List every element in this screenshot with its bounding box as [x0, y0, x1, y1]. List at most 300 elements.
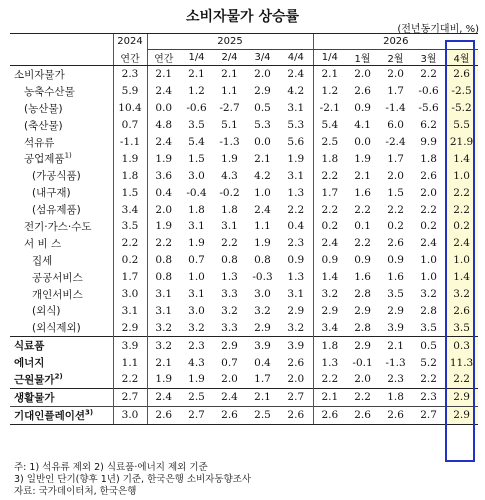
- value-cell: 1.2: [188, 85, 205, 98]
- value-cell: 2.2: [313, 167, 346, 184]
- value-cell: -2.5: [445, 83, 478, 100]
- value-cell: 3.1: [188, 220, 205, 233]
- value-cell: 2.5: [180, 388, 213, 406]
- value-cell: 2.6: [147, 406, 180, 424]
- value-cell: 3.0: [113, 406, 147, 424]
- year-header-row: [10, 34, 478, 50]
- value-cell: 3.1: [147, 286, 180, 303]
- row-label: [10, 150, 113, 167]
- value-cell: 1.5: [387, 186, 404, 199]
- value-cell: 2.4: [213, 388, 246, 406]
- value-cell: 0.9: [354, 254, 371, 267]
- value-cell: 2.4: [147, 83, 180, 100]
- value-cell: 2.9: [213, 337, 246, 354]
- value-cell: 1.8: [313, 150, 346, 167]
- value-cell: 5.6: [287, 136, 305, 148]
- period-header: 연간: [147, 50, 180, 66]
- value-cell: 2.4: [420, 237, 437, 250]
- value-cell: 2.6: [387, 237, 404, 250]
- value-cell: 2.7: [279, 388, 313, 406]
- value-cell: 1.3: [221, 271, 238, 284]
- value-cell: 5.4: [188, 136, 205, 148]
- value-cell: 0.5: [254, 102, 271, 115]
- row-label: [10, 83, 113, 100]
- row-label-text: (외식제외): [32, 322, 81, 335]
- table-row: [10, 218, 478, 235]
- value-cell: 3.1: [188, 288, 205, 301]
- value-cell: 1.8: [188, 203, 205, 216]
- value-cell: 2.2: [113, 235, 147, 252]
- value-cell: 3.0: [188, 169, 205, 182]
- value-cell: 2.4: [254, 203, 271, 216]
- row-label-text: 전기·가스·수도: [24, 220, 92, 233]
- value-cell: 2.6: [346, 406, 379, 424]
- value-cell: 2.8: [354, 321, 371, 334]
- row-label-text: 공업제품: [24, 153, 65, 166]
- value-cell: 0.8: [147, 269, 180, 286]
- value-cell: 2.9: [387, 304, 404, 317]
- value-cell: 5.9: [113, 83, 147, 100]
- value-cell: 1.1: [113, 354, 147, 371]
- value-cell: 2.9: [113, 319, 147, 336]
- value-cell: 3.1: [287, 169, 305, 182]
- value-cell: 3.2: [287, 321, 305, 334]
- value-cell: 5.2: [420, 356, 437, 369]
- row-label-text: 서 비 스: [24, 237, 62, 250]
- value-cell: 2.0: [354, 68, 371, 81]
- value-cell: 11.3: [445, 354, 478, 371]
- value-cell: 1.0: [420, 254, 437, 267]
- value-cell: 2.4: [313, 235, 346, 252]
- row-label: [10, 337, 113, 354]
- value-cell: 2.2: [445, 201, 478, 218]
- value-cell: 0.2: [113, 252, 147, 269]
- value-cell: 1.7: [313, 184, 346, 201]
- value-cell: 3.6: [147, 167, 180, 184]
- value-cell: 2.2: [346, 388, 379, 406]
- table-row: [10, 302, 478, 319]
- value-cell: 2.2: [313, 201, 346, 218]
- value-cell: 0.4: [287, 220, 305, 233]
- value-cell: 3.0: [113, 286, 147, 303]
- value-cell: 21.9: [445, 134, 478, 151]
- period-header-row: [10, 50, 478, 66]
- value-cell: 2.6: [287, 356, 305, 369]
- period-header: 4/4: [279, 50, 313, 66]
- period-header: 연간: [113, 50, 147, 66]
- value-cell: 0.8: [254, 254, 271, 267]
- value-cell: 1.7: [387, 85, 404, 98]
- value-cell: 2.5: [246, 406, 279, 424]
- value-cell: 4.8: [147, 117, 180, 134]
- value-cell: 1.7: [254, 373, 271, 386]
- value-cell: 3.5: [113, 218, 147, 235]
- value-cell: 2.1: [313, 388, 346, 406]
- value-cell: 10.4: [113, 100, 147, 117]
- table-row: [10, 117, 478, 134]
- row-label: [10, 319, 113, 336]
- value-cell: 2.0: [354, 373, 371, 386]
- footnote-marker: 3): [85, 408, 94, 417]
- value-cell: 2.0: [387, 169, 404, 182]
- value-cell: 0.0: [147, 100, 180, 117]
- value-cell: 1.6: [354, 186, 371, 199]
- value-cell: 0.7: [221, 356, 238, 369]
- row-label-text: (가공식품): [32, 170, 81, 183]
- value-cell: 1.9: [147, 150, 180, 167]
- table-row: [10, 286, 478, 303]
- row-label-text: 기대인플레이션: [14, 409, 86, 422]
- footnote-marker: 1): [64, 151, 72, 160]
- value-cell: 3.1: [221, 220, 238, 233]
- value-cell: -1.1: [113, 134, 147, 151]
- value-cell: 1.4: [445, 269, 478, 286]
- table-row: [10, 235, 478, 252]
- value-cell: 0.4: [254, 356, 271, 369]
- row-label: [10, 354, 113, 371]
- value-cell: 2.1: [188, 68, 205, 81]
- footnote-marker: 2): [54, 372, 63, 381]
- value-cell: 2.0: [287, 373, 305, 386]
- value-cell: 1.9: [254, 237, 271, 250]
- row-label: [10, 252, 113, 269]
- value-cell: 5.1: [221, 119, 238, 132]
- value-cell: 2.6: [420, 169, 437, 182]
- value-cell: 4.3: [188, 356, 205, 369]
- row-label-text: 공공서비스: [32, 271, 83, 284]
- value-cell: -2.4: [385, 136, 406, 148]
- row-label-text: 소비자물가: [14, 68, 65, 81]
- value-cell: 2.1: [354, 169, 371, 182]
- table-row: [10, 134, 478, 151]
- value-cell: 1.5: [188, 152, 205, 165]
- value-cell: 5.4: [313, 117, 346, 134]
- value-cell: 0.7: [188, 254, 205, 267]
- value-cell: 1.0: [420, 271, 437, 284]
- value-cell: 1.9: [354, 152, 371, 165]
- value-cell: 3.9: [246, 337, 279, 354]
- value-cell: -1.3: [385, 356, 406, 369]
- value-cell: 1.8: [113, 167, 147, 184]
- value-cell: 3.1: [147, 302, 180, 319]
- row-label: [10, 286, 113, 303]
- value-cell: 2.8: [354, 288, 371, 301]
- value-cell: 3.0: [188, 304, 205, 317]
- value-cell: 1.3: [287, 271, 305, 284]
- value-cell: 6.2: [420, 119, 437, 132]
- value-cell: 1.0: [254, 186, 271, 199]
- value-cell: 1.0: [445, 252, 478, 269]
- row-label-text: 생활물가: [14, 391, 55, 404]
- value-cell: 3.5: [387, 288, 404, 301]
- row-label-text: (내구재): [32, 187, 71, 200]
- value-cell: 1.0: [445, 167, 478, 184]
- cpi-table: [10, 33, 478, 425]
- value-cell: 2.0: [147, 201, 180, 218]
- value-cell: 2.0: [221, 373, 238, 386]
- table-row: [10, 354, 478, 371]
- row-label: [10, 371, 113, 388]
- value-cell: 2.2: [445, 371, 478, 388]
- value-cell: 2.6: [445, 302, 478, 319]
- row-label-text: 집세: [32, 254, 53, 267]
- row-label-text: (섬유제품): [32, 204, 81, 217]
- row-label-text: (외식): [32, 305, 61, 318]
- value-cell: -0.6: [186, 102, 207, 115]
- value-cell: 3.9: [279, 337, 313, 354]
- value-cell: 2.6: [354, 85, 371, 98]
- value-cell: -5.2: [445, 100, 478, 117]
- value-cell: 2.2: [420, 203, 437, 216]
- value-cell: 1.1: [254, 220, 271, 233]
- value-cell: 2.1: [246, 388, 279, 406]
- value-cell: 5.3: [287, 119, 305, 132]
- row-label-text: 식료품: [14, 340, 45, 353]
- value-cell: -0.3: [252, 271, 273, 284]
- table-row: [10, 201, 478, 218]
- value-cell: 2.4: [147, 388, 180, 406]
- value-cell: -0.6: [418, 85, 439, 98]
- value-cell: 3.5: [188, 119, 205, 132]
- value-cell: 5.5: [445, 117, 478, 134]
- value-cell: 0.9: [313, 252, 346, 269]
- row-label: [10, 218, 113, 235]
- value-cell: 2.1: [147, 66, 180, 83]
- value-cell: 1.9: [147, 371, 180, 388]
- value-cell: 2.2: [113, 371, 147, 388]
- period-header: 1/4: [313, 50, 346, 66]
- period-header: 3월: [412, 50, 445, 66]
- row-label: [10, 184, 113, 201]
- value-cell: 2.2: [420, 373, 437, 386]
- value-cell: 1.8: [420, 152, 437, 165]
- value-cell: 6.0: [387, 119, 404, 132]
- source-line: 자료: 국가데이터처, 한국은행: [14, 486, 137, 497]
- value-cell: 2.2: [287, 203, 305, 216]
- row-label: [10, 66, 113, 83]
- value-cell: 3.2: [313, 286, 346, 303]
- value-cell: 3.5: [420, 321, 437, 334]
- value-cell: 2.3: [113, 66, 147, 83]
- value-cell: 1.9: [147, 218, 180, 235]
- value-cell: 2.2: [354, 237, 371, 250]
- value-cell: -0.1: [352, 356, 373, 369]
- value-cell: 3.3: [221, 321, 238, 334]
- period-header: 3/4: [246, 50, 279, 66]
- value-cell: 2.6: [313, 406, 346, 424]
- value-cell: 2.1: [254, 152, 271, 165]
- period-header: 1월: [346, 50, 379, 66]
- row-label: [10, 406, 113, 424]
- value-cell: -5.6: [418, 102, 439, 115]
- table-row: [10, 252, 478, 269]
- unit-label: (전년동기대비, %): [397, 24, 479, 35]
- value-cell: 1.6: [354, 271, 371, 284]
- value-cell: 2.2: [221, 237, 238, 250]
- value-cell: 3.9: [113, 337, 147, 354]
- value-cell: 2.0: [254, 68, 271, 81]
- value-cell: 0.0: [354, 136, 371, 148]
- row-label: [10, 167, 113, 184]
- value-cell: 9.9: [420, 136, 437, 148]
- value-cell: 3.1: [287, 102, 305, 115]
- value-cell: 3.0: [254, 288, 271, 301]
- footnotes: [14, 462, 251, 498]
- table-row: [10, 371, 478, 388]
- value-cell: 2.3: [287, 237, 305, 250]
- value-cell: -0.4: [186, 186, 207, 199]
- value-cell: 4.2: [287, 85, 305, 98]
- value-cell: 3.5: [445, 319, 478, 336]
- value-cell: 2.2: [420, 68, 437, 81]
- value-cell: 2.2: [387, 203, 404, 216]
- value-cell: 3.9: [387, 321, 404, 334]
- value-cell: 2.7: [180, 406, 213, 424]
- row-label: [10, 269, 113, 286]
- value-cell: 0.2: [313, 218, 346, 235]
- value-cell: 0.0: [254, 136, 271, 148]
- value-cell: 2.9: [254, 85, 271, 98]
- value-cell: 0.4: [147, 184, 180, 201]
- value-cell: 1.8: [379, 388, 412, 406]
- value-cell: 3.2: [188, 321, 205, 334]
- value-cell: 2.2: [354, 203, 371, 216]
- table-row: [10, 269, 478, 286]
- value-cell: 1.4: [313, 269, 346, 286]
- value-cell: 2.1: [313, 66, 346, 83]
- value-cell: 2.1: [221, 68, 238, 81]
- footnote-line: 주: 1) 석유류 제외 2) 식료품·에너지 제외 기준: [14, 462, 208, 473]
- value-cell: 0.9: [387, 254, 404, 267]
- value-cell: 2.9: [445, 388, 478, 406]
- value-cell: -0.2: [219, 186, 240, 199]
- value-cell: 1.7: [387, 152, 404, 165]
- value-cell: 1.0: [188, 271, 205, 284]
- row-label-text: 에너지: [14, 357, 45, 370]
- period-header: 2/4: [213, 50, 246, 66]
- value-cell: 1.9: [113, 150, 147, 167]
- row-label-text: 근원물가: [14, 373, 55, 386]
- value-cell: 2.3: [387, 373, 404, 386]
- value-cell: 2.6: [379, 406, 412, 424]
- value-cell: 3.4: [313, 319, 346, 336]
- value-cell: 2.5: [313, 134, 346, 151]
- value-cell: 0.8: [147, 252, 180, 269]
- year-2026: 2026: [313, 34, 478, 50]
- value-cell: 0.2: [420, 220, 437, 233]
- row-label: [10, 302, 113, 319]
- value-cell: 3.4: [113, 201, 147, 218]
- value-cell: 3.2: [420, 288, 437, 301]
- value-cell: 0.7: [113, 117, 147, 134]
- table-row: [10, 319, 478, 336]
- value-cell: 0.2: [387, 220, 404, 233]
- value-cell: 3.2: [445, 286, 478, 303]
- table-row: [10, 100, 478, 117]
- value-cell: 4.2: [254, 169, 271, 182]
- value-cell: 3.2: [147, 319, 180, 336]
- value-cell: -1.4: [385, 102, 406, 115]
- value-cell: 0.5: [412, 337, 445, 354]
- table-row: [10, 406, 478, 424]
- value-cell: 2.1: [379, 337, 412, 354]
- table-row: [10, 167, 478, 184]
- period-header: 2월: [379, 50, 412, 66]
- value-cell: -2.7: [219, 102, 240, 115]
- value-cell: 2.6: [279, 406, 313, 424]
- row-label: [10, 235, 113, 252]
- value-cell: 0.8: [221, 254, 238, 267]
- value-cell: -2.1: [313, 100, 346, 117]
- value-cell: 1.8: [313, 337, 346, 354]
- value-cell: 3.3: [221, 288, 238, 301]
- value-cell: 1.5: [113, 184, 147, 201]
- value-cell: 2.9: [346, 337, 379, 354]
- value-cell: 2.9: [287, 304, 305, 317]
- row-label-text: 석유류: [24, 136, 55, 149]
- row-label-text: (축산물): [24, 119, 63, 132]
- value-cell: 0.1: [354, 220, 371, 233]
- value-cell: 2.2: [313, 371, 346, 388]
- value-cell: 3.2: [221, 304, 238, 317]
- period-header: 1/4: [180, 50, 213, 66]
- value-cell: 1.9: [188, 373, 205, 386]
- value-cell: 2.9: [445, 406, 478, 424]
- table-row: [10, 184, 478, 201]
- row-label-text: 개인서비스: [32, 288, 83, 301]
- table-row: [10, 337, 478, 354]
- value-cell: 2.0: [420, 186, 437, 199]
- value-cell: 2.9: [254, 321, 271, 334]
- value-cell: 0.2: [445, 218, 478, 235]
- value-cell: 2.0: [387, 68, 404, 81]
- value-cell: -1.3: [219, 136, 240, 148]
- year-2025: 2025: [147, 34, 313, 50]
- row-label: [10, 100, 113, 117]
- value-cell: 0.9: [287, 254, 305, 267]
- value-cell: 2.3: [412, 388, 445, 406]
- row-label-text: 농축수산물: [24, 85, 75, 98]
- value-cell: 1.8: [221, 203, 238, 216]
- value-cell: 2.2: [147, 235, 180, 252]
- value-cell: 2.2: [445, 184, 478, 201]
- value-cell: 2.1: [147, 354, 180, 371]
- value-cell: 3.2: [147, 337, 180, 354]
- value-cell: 2.9: [354, 304, 371, 317]
- footnote-line: 3) 일반인 단기(향후 1년) 기준, 한국은행 소비자동향조사: [14, 474, 252, 485]
- year-2024: 2024: [113, 34, 147, 50]
- value-cell: 1.4: [445, 150, 478, 167]
- value-cell: 2.7: [113, 388, 147, 406]
- value-cell: 5.3: [254, 119, 271, 132]
- table-row: [10, 150, 478, 167]
- row-label: [10, 134, 113, 151]
- row-label: [10, 201, 113, 218]
- value-cell: 4.3: [221, 169, 238, 182]
- value-cell: 3.1: [287, 288, 305, 301]
- value-cell: 3.2: [254, 304, 271, 317]
- value-cell: 1.1: [221, 85, 238, 98]
- value-cell: 2.3: [180, 337, 213, 354]
- value-cell: 2.4: [147, 134, 180, 151]
- row-label-text: (농산물): [24, 102, 63, 115]
- value-cell: 0.9: [354, 102, 371, 115]
- value-cell: 1.9: [287, 152, 305, 165]
- table-row: [10, 388, 478, 406]
- value-cell: 2.6: [445, 66, 478, 83]
- period-header: 4월: [445, 50, 478, 66]
- value-cell: 1.9: [221, 152, 238, 165]
